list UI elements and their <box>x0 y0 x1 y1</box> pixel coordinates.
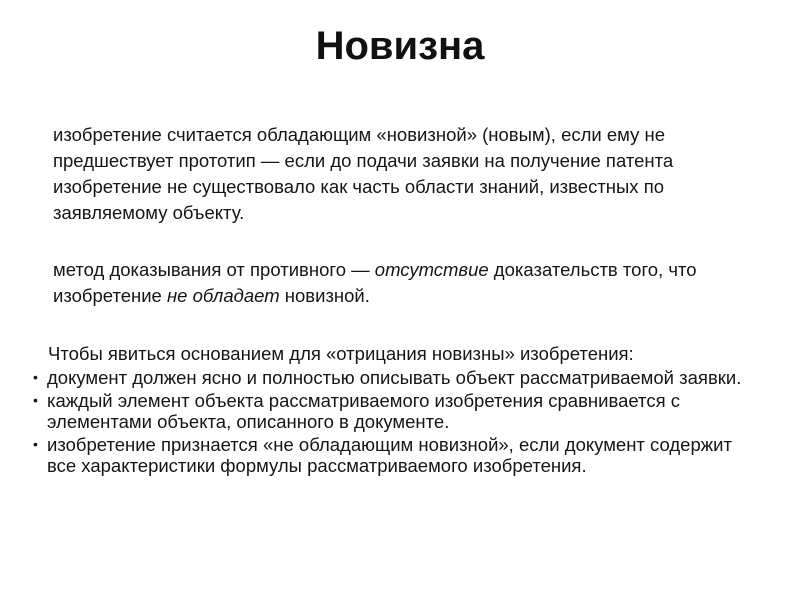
bullet-dot-icon: • <box>33 392 38 408</box>
proof-method-text-1: метод доказывания от противного — <box>53 259 375 280</box>
criteria-intro: Чтобы явиться основанием для «отрицания новизны» изобретения: <box>48 343 634 364</box>
slide-title: Новизна <box>315 24 485 68</box>
bullet-dot-icon: • <box>33 436 38 452</box>
list-item <box>0 434 760 476</box>
list-item-text: каждый элемент объекта рассматриваемого изобретения сравнивается с элементами объекта, описанного в документе. <box>47 390 680 432</box>
list-item <box>0 367 760 388</box>
proof-method-text-2: доказательств того, что изобретение <box>53 259 697 306</box>
novelty-definition-paragraph: изобретение считается обладающим «новизной» (новым), если ему не предшествует прототип — если до подачи заявки на получение патента изобретение не существовало как часть области знаний, известных по заявляемому объекту. <box>53 124 674 223</box>
proof-method-emphasis-absence: отсутствие <box>374 259 489 280</box>
list-item-text: документ должен ясно и полностью описывать объект рассматриваемой заявки. <box>47 367 742 388</box>
proof-method-emphasis-not-have: не обладает <box>167 285 280 306</box>
list-item-text: изобретение признается «не обладающим новизной», если документ содержит все характеристики формулы рассматриваемого изобретения. <box>47 434 732 476</box>
list-item <box>0 390 760 432</box>
bullet-dot-icon: • <box>33 369 38 385</box>
proof-method-text-3: новизной. <box>279 285 370 306</box>
proof-method-paragraph <box>53 257 753 309</box>
criteria-list <box>0 367 760 478</box>
